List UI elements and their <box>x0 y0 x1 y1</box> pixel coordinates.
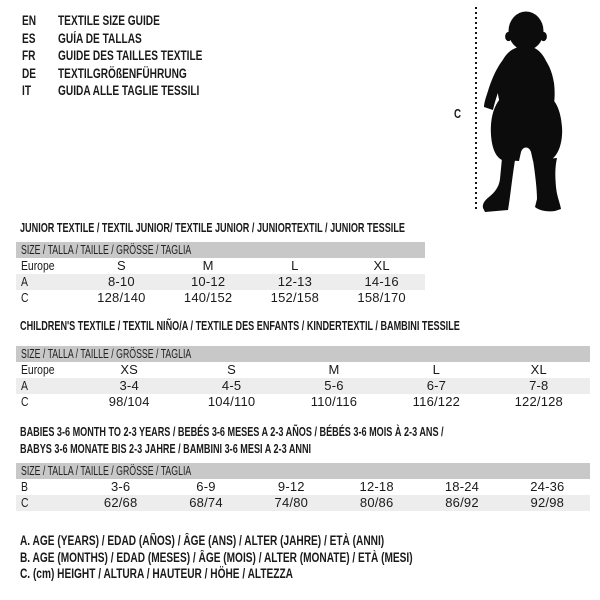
language-code: EN <box>22 13 37 28</box>
language-title: GUIDE DES TAILLES TEXTILE <box>58 48 203 63</box>
language-row <box>22 82 263 100</box>
table-row <box>16 274 425 290</box>
table-cell: 6-7 <box>426 378 447 393</box>
table-row <box>16 479 590 495</box>
row-label <box>16 290 78 306</box>
language-row-text <box>22 65 187 83</box>
table-cell: M <box>202 258 214 273</box>
row-label-text: Europe <box>21 258 55 273</box>
footnote-line <box>20 550 543 567</box>
table-row <box>16 290 425 306</box>
table-cell: S <box>227 362 237 377</box>
row-label-text: A <box>21 378 28 393</box>
language-row-text <box>22 30 142 48</box>
row-label <box>16 274 78 290</box>
language-row-text <box>22 47 202 65</box>
language-row <box>22 47 263 65</box>
table-cell: 18-24 <box>444 479 480 494</box>
table-cell: L <box>291 258 299 273</box>
row-label-text: C <box>21 394 29 409</box>
table-cell: 12-13 <box>277 274 312 289</box>
language-row <box>22 65 263 83</box>
table-cell: 92/98 <box>530 495 565 510</box>
table-cell: 14-16 <box>364 274 399 289</box>
row-label <box>16 495 78 511</box>
row-label-text: A <box>21 274 28 289</box>
table-cell: 98/104 <box>108 394 150 409</box>
height-measure-label: C <box>454 106 462 121</box>
table-cell: 116/122 <box>412 394 461 409</box>
table-cell: 10-12 <box>191 274 226 289</box>
table-cell: 9-12 <box>277 479 305 494</box>
table-cell: XL <box>373 258 390 273</box>
table-cell: 74/80 <box>274 495 309 510</box>
table-cell: 140/152 <box>183 290 233 305</box>
table-cell: 3-4 <box>119 378 139 393</box>
table-cell: M <box>328 362 340 377</box>
table-cell: 4-5 <box>221 378 242 393</box>
table-cell: 12-18 <box>359 479 394 494</box>
table-cell: 68/74 <box>189 495 223 510</box>
size-table-2 <box>16 346 590 410</box>
baby-silhouette-icon <box>478 9 578 214</box>
row-label <box>16 378 78 394</box>
table-cell: 7-8 <box>529 378 549 393</box>
table-header-bar-label: SIZE / TALLA / TAILLE / GRÖSSE / TAGLIA <box>21 243 192 257</box>
table-row <box>16 378 590 394</box>
row-label <box>16 258 78 274</box>
size-table-3 <box>16 463 590 511</box>
table-cell: 110/116 <box>310 394 358 409</box>
table-cell: 5-6 <box>324 378 344 393</box>
language-title: TEXTILGRÖßENFÜHRUNG <box>58 65 187 81</box>
row-label <box>16 362 78 378</box>
table-cell: 122/128 <box>514 394 563 409</box>
table-cell: L <box>432 362 441 377</box>
table-cell: 6-9 <box>196 479 216 494</box>
table-cell: 80/86 <box>359 495 394 510</box>
table-1-title: JUNIOR TEXTILE / TEXTIL JUNIOR/ TEXTILE JUNIOR / JUNIORTEXTIL / JUNIOR TESSILE <box>20 220 405 235</box>
table-cell: 128/140 <box>97 290 146 305</box>
footnote-text: B. AGE (MONTHS) / EDAD (MESES) / ÂGE (MOIS) / ALTER (MONATE) / ETÀ (MESI) <box>20 549 413 565</box>
table-cell: 86/92 <box>445 495 479 510</box>
table-cell: 152/158 <box>270 290 320 305</box>
row-label-text: Europe <box>21 362 55 377</box>
table-cell: 158/170 <box>357 290 406 305</box>
table-header-bar <box>16 346 590 362</box>
row-label-text: C <box>21 495 29 510</box>
table-3-title: BABIES 3-6 MONTH TO 2-3 YEARS / BEBÉS 3-6 MESES A 2-3 AÑOS / BÉBÉS 3-6 MOIS À 2-3 ANS / BABYS 3-6 MONATE BIS 2-3 JAHRE / BAMBINI 3-6 MESI A 2-3 ANNI <box>20 424 444 456</box>
table-row <box>16 495 590 511</box>
row-label-text: B <box>21 479 28 494</box>
footnote-text: C. (cm) HEIGHT / ALTURA / HAUTEUR / HÖHE / ALTEZZA <box>20 566 293 581</box>
table-cell: 62/68 <box>103 495 138 510</box>
language-list <box>22 12 263 100</box>
table-row <box>16 394 590 410</box>
language-title: GUÍA DE TALLAS <box>58 30 142 46</box>
table-cell: S <box>116 258 126 273</box>
language-code: IT <box>22 83 31 98</box>
table-header-bar-label: SIZE / TALLA / TAILLE / GRÖSSE / TAGLIA <box>21 464 192 478</box>
table-row <box>16 362 590 378</box>
table-cell: 24-36 <box>530 479 565 494</box>
table-cell: XL <box>530 362 547 377</box>
row-label <box>16 394 78 410</box>
language-row-text <box>22 82 199 100</box>
table-header-bar <box>16 463 590 479</box>
language-code: ES <box>22 30 36 46</box>
language-code: DE <box>22 65 37 81</box>
footnote-text: A. AGE (YEARS) / EDAD (AÑOS) / ÂGE (ANS) / ALTER (JAHRE) / ETÀ (ANNI) <box>20 533 385 548</box>
language-row <box>22 12 263 30</box>
language-title: GUIDA ALLE TAGLIE TESSILI <box>58 83 200 98</box>
footnote-line <box>20 533 543 550</box>
table-header-bar <box>16 242 425 258</box>
table-cell: 3-6 <box>110 479 131 494</box>
row-label-text: C <box>21 290 29 305</box>
height-dashed-line <box>475 7 477 211</box>
language-title: TEXTILE SIZE GUIDE <box>58 13 160 28</box>
language-row-text <box>22 12 160 30</box>
footnotes <box>20 533 543 583</box>
table-header-bar-label: SIZE / TALLA / TAILLE / GRÖSSE / TAGLIA <box>21 347 192 361</box>
footnote-line <box>20 566 543 583</box>
table-cell: 104/110 <box>207 394 256 409</box>
table-cell: 8-10 <box>107 274 135 289</box>
language-row <box>22 30 263 48</box>
size-table-1 <box>16 242 425 306</box>
language-code: FR <box>22 48 36 63</box>
table-2-title: CHILDREN'S TEXTILE / TEXTIL NIÑO/A / TEXTILE DES ENFANTS / KINDERTEXTIL / BAMBINI TESSILE <box>20 318 460 333</box>
row-label <box>16 479 78 495</box>
table-row <box>16 258 425 274</box>
table-cell: XS <box>120 362 139 377</box>
